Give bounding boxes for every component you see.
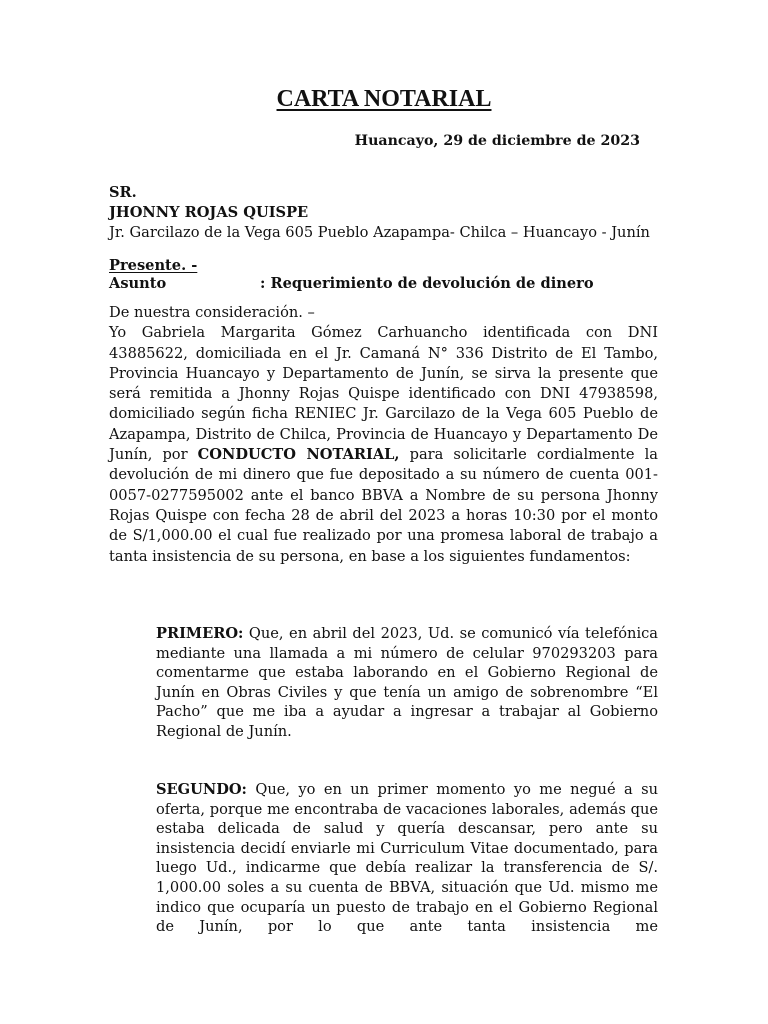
asunto-row [109,275,669,293]
recipient-address: Jr. Garcilazo de la Vega 605 Pueblo Azapampa- Chilca – Huancayo - Junín [109,224,650,241]
letter-title: CARTA NOTARIAL [276,86,492,112]
asunto-label: Asunto [109,275,167,292]
point-segundo [156,780,658,937]
point-segundo-label: SEGUNDO: [156,781,247,798]
point-primero [156,624,658,742]
date-line: Huancayo, 29 de diciembre de 2023 [354,133,640,149]
greeting-line: De nuestra consideración. – [109,304,315,321]
recipient-salutation: SR. [109,184,137,201]
recipient-block [109,183,669,243]
point-primero-label: PRIMERO: [156,625,244,642]
subject-block [109,257,669,293]
point-segundo-text: Que, yo en un primer momento yo me negué a su oferta, porque me encontraba de vacaciones laborales, además que estaba delicada de salud y quería descansar, pero ante su insistencia decidí enviarle mi Curriculum Vitae documentado, para luego Ud., indicarme que debía realizar la transferencia de S/. 1,000.00 soles a su cuenta de BBVA, situación que Ud. mismo me indico que ocuparía un puesto de trabajo en el Gobierno Regional de Junín, por lo que ante tanta insistencia me [156,781,658,936]
intro-text-part1: Yo Gabriela Margarita Gómez Carhuancho identificada con DNI 43885622, domiciliada en el Jr. Camaná N° 336 Distrito de El Tambo, Provincia Huancayo y Departamento de Junín, se sirva la presente que será remitida a Jhonny Rojas Quispe identificado con DNI 47938598, domiciliado según ficha RENIEC Jr. Garcilazo de la Vega 605 Pueblo de Azapampa, Distrito de Chilca, Provincia de Huancayo y Departamento De Junín, por [109,324,658,464]
intro-bold-text: CONDUCTO NOTARIAL, [197,446,400,464]
point-primero-text: Que, en abril del 2023, Ud. se comunicó vía telefónica mediante una llamada a mi número de celular 970293203 para comentarme que estaba laborando en el Gobierno Regional de Junín en Obras Civiles y que tenía un amigo de sobrenombre “El Pacho” que me iba a ayudar a ingresar a trabajar al Gobierno Regional de Junín. [156,625,658,740]
letter-body [109,303,658,567]
asunto-text: : Requerimiento de devolución de dinero [260,275,594,292]
recipient-name: JHONNY ROJAS QUISPE [109,204,309,221]
presente-line: Presente. - [109,257,198,274]
intro-text-part2: para solicitarle cordialmente la devolución de mi dinero que fue depositado a su número de cuenta 001-0057-0277595002 ante el banco BBVA a Nombre de su persona Jhonny Rojas Quispe con fecha 28 de abril del 2023 a horas 10:30 por el monto de S/1,000.00 el cual fue realizado por una promesa laboral de trabajo a tanta insistencia de su persona, en base a los siguientes fundamentos: [109,446,658,565]
intro-paragraph [109,323,658,567]
